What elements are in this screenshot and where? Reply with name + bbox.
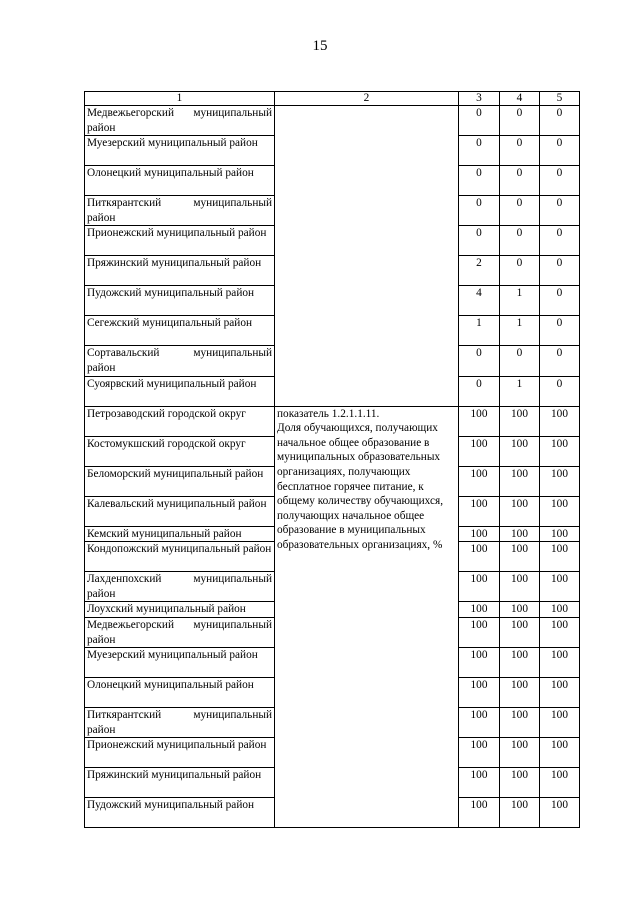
value-cell-c4: 100 — [500, 648, 540, 678]
value-cell-c3: 0 — [459, 136, 500, 166]
value-cell-c4: 0 — [500, 256, 540, 286]
value-cell-c3: 100 — [459, 526, 500, 542]
value-cell-c5: 100 — [540, 738, 580, 768]
district-name-cell: Медвежьегорский муниципальный район — [85, 617, 275, 647]
value-cell-c3: 100 — [459, 406, 500, 436]
district-name-cell: Медвежьегорский муниципальный район — [85, 106, 275, 136]
district-name-cell: Олонецкий муниципальный район — [85, 678, 275, 708]
value-cell-c4: 100 — [500, 572, 540, 602]
value-cell-c5: 0 — [540, 196, 580, 226]
value-cell-c3: 2 — [459, 256, 500, 286]
value-cell-c3: 0 — [459, 226, 500, 256]
value-cell-c5: 100 — [540, 708, 580, 738]
value-cell-c4: 100 — [500, 798, 540, 828]
value-cell-c3: 0 — [459, 376, 500, 406]
district-name-cell: Сегежский муниципальный район — [85, 316, 275, 346]
district-name-cell: Суоярвский муниципальный район — [85, 376, 275, 406]
district-name-cell: Прионежский муниципальный район — [85, 226, 275, 256]
value-cell-c4: 100 — [500, 708, 540, 738]
district-name-cell: Муезерский муниципальный район — [85, 648, 275, 678]
district-name-cell: Пудожский муниципальный район — [85, 798, 275, 828]
district-name-cell: Питкярантский муниципальный район — [85, 196, 275, 226]
header-row — [85, 92, 580, 106]
value-cell-c3: 100 — [459, 738, 500, 768]
table-row — [85, 406, 580, 436]
value-cell-c5: 100 — [540, 496, 580, 526]
value-cell-c5: 100 — [540, 648, 580, 678]
value-cell-c4: 100 — [500, 496, 540, 526]
indicator-cell — [275, 406, 459, 828]
value-cell-c5: 0 — [540, 256, 580, 286]
district-name-cell: Беломорский муниципальный район — [85, 466, 275, 496]
value-cell-c4: 0 — [500, 346, 540, 376]
value-cell-c4: 0 — [500, 166, 540, 196]
value-cell-c4: 0 — [500, 136, 540, 166]
district-name-cell: Кондопожский муниципальный район — [85, 542, 275, 572]
value-cell-c5: 0 — [540, 226, 580, 256]
district-name-cell: Костомукшский городской округ — [85, 436, 275, 466]
value-cell-c5: 0 — [540, 376, 580, 406]
district-name-cell: Питкярантский муниципальный район — [85, 708, 275, 738]
indicator-code: показатель 1.2.1.1.11. — [277, 407, 380, 420]
value-cell-c5: 100 — [540, 798, 580, 828]
header-col-2: 2 — [275, 92, 459, 106]
district-name-cell: Кемский муниципальный район — [85, 526, 275, 542]
district-name-cell: Лахденпохский муниципальный район — [85, 572, 275, 602]
value-cell-c4: 100 — [500, 768, 540, 798]
value-cell-c3: 100 — [459, 602, 500, 618]
value-cell-c5: 100 — [540, 768, 580, 798]
district-name-cell: Калевальский муниципальный район — [85, 496, 275, 526]
value-cell-c3: 0 — [459, 166, 500, 196]
value-cell-c3: 100 — [459, 798, 500, 828]
indicator-description: Доля обучающихся, получающих начальное общее образование в муниципальных образовательных организациях, получающих бесплатное горячее питание, к общему количеству обучающихся, получающих начальное общее образование в муниципальных образовательных организациях, % — [277, 422, 444, 551]
value-cell-c4: 0 — [500, 226, 540, 256]
value-cell-c5: 100 — [540, 572, 580, 602]
value-cell-c3: 100 — [459, 496, 500, 526]
value-cell-c4: 0 — [500, 106, 540, 136]
value-cell-c4: 100 — [500, 617, 540, 647]
value-cell-c5: 100 — [540, 526, 580, 542]
indicator-cell-continued — [275, 106, 459, 407]
header-col-1: 1 — [85, 92, 275, 106]
value-cell-c4: 100 — [500, 542, 540, 572]
value-cell-c3: 100 — [459, 617, 500, 647]
value-cell-c3: 100 — [459, 542, 500, 572]
value-cell-c3: 100 — [459, 466, 500, 496]
value-cell-c4: 100 — [500, 526, 540, 542]
value-cell-c5: 0 — [540, 106, 580, 136]
header-col-4: 4 — [500, 92, 540, 106]
data-table — [84, 91, 580, 828]
value-cell-c3: 100 — [459, 648, 500, 678]
value-cell-c5: 0 — [540, 346, 580, 376]
value-cell-c5: 0 — [540, 316, 580, 346]
district-name-cell: Пряжинский муниципальный район — [85, 256, 275, 286]
value-cell-c3: 0 — [459, 106, 500, 136]
district-name-cell: Прионежский муниципальный район — [85, 738, 275, 768]
value-cell-c5: 0 — [540, 286, 580, 316]
value-cell-c4: 100 — [500, 602, 540, 618]
value-cell-c5: 100 — [540, 436, 580, 466]
page-number: 15 — [312, 38, 328, 54]
district-name-cell: Сортавальский муниципальный район — [85, 346, 275, 376]
value-cell-c3: 100 — [459, 708, 500, 738]
value-cell-c4: 100 — [500, 406, 540, 436]
value-cell-c5: 100 — [540, 406, 580, 436]
value-cell-c5: 100 — [540, 617, 580, 647]
value-cell-c5: 100 — [540, 678, 580, 708]
value-cell-c4: 100 — [500, 466, 540, 496]
value-cell-c4: 100 — [500, 436, 540, 466]
value-cell-c3: 100 — [459, 678, 500, 708]
value-cell-c4: 1 — [500, 286, 540, 316]
value-cell-c3: 4 — [459, 286, 500, 316]
value-cell-c4: 1 — [500, 376, 540, 406]
district-name-cell: Пряжинский муниципальный район — [85, 768, 275, 798]
header-col-3: 3 — [459, 92, 500, 106]
district-name-cell: Пудожский муниципальный район — [85, 286, 275, 316]
district-name-cell: Олонецкий муниципальный район — [85, 166, 275, 196]
value-cell-c3: 100 — [459, 436, 500, 466]
district-name-cell: Петрозаводский городской округ — [85, 406, 275, 436]
value-cell-c3: 0 — [459, 196, 500, 226]
value-cell-c4: 100 — [500, 738, 540, 768]
value-cell-c3: 100 — [459, 768, 500, 798]
value-cell-c5: 0 — [540, 166, 580, 196]
value-cell-c4: 0 — [500, 196, 540, 226]
value-cell-c3: 100 — [459, 572, 500, 602]
value-cell-c3: 1 — [459, 316, 500, 346]
value-cell-c4: 1 — [500, 316, 540, 346]
value-cell-c5: 100 — [540, 466, 580, 496]
district-name-cell: Муезерский муниципальный район — [85, 136, 275, 166]
value-cell-c3: 0 — [459, 346, 500, 376]
value-cell-c5: 100 — [540, 542, 580, 572]
table-row — [85, 106, 580, 136]
district-name-cell: Лоухский муниципальный район — [85, 602, 275, 618]
value-cell-c5: 0 — [540, 136, 580, 166]
value-cell-c4: 100 — [500, 678, 540, 708]
value-cell-c5: 100 — [540, 602, 580, 618]
header-col-5: 5 — [540, 92, 580, 106]
